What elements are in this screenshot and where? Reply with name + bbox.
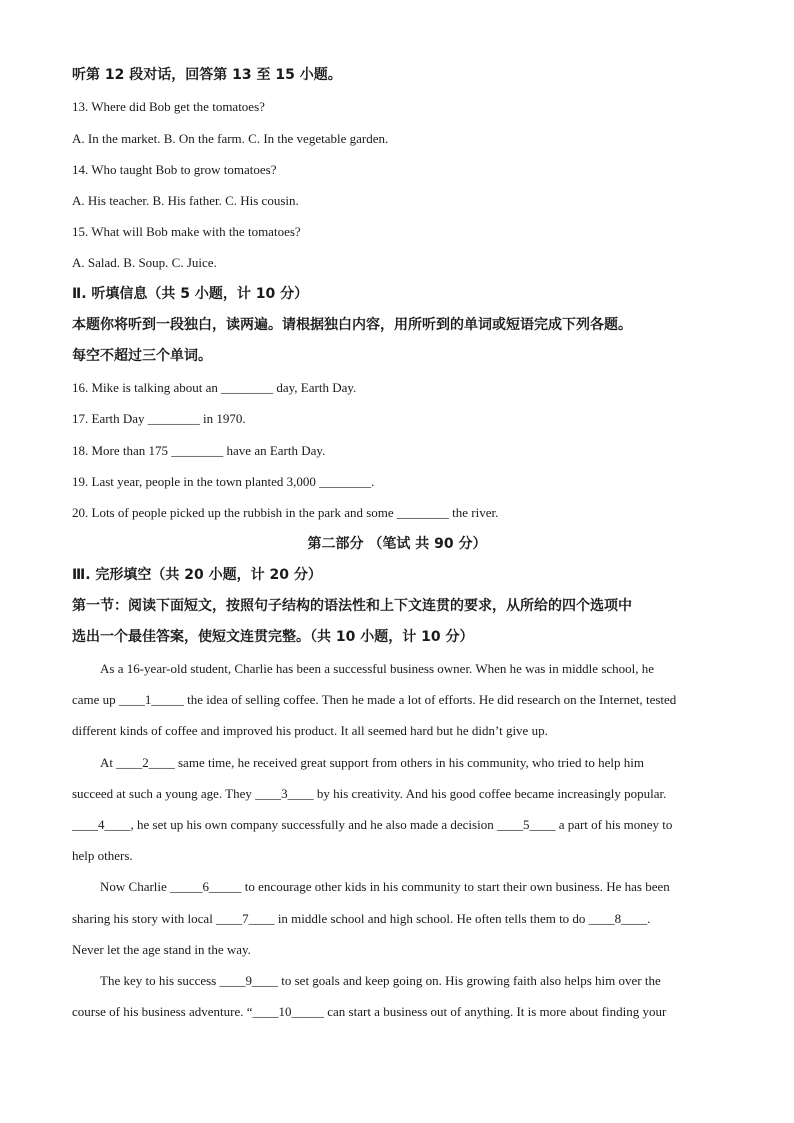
section-heading: 听第 12 段对话，回答第 13 至 15 小题。 [72,67,342,83]
item-18: 18. More than 175 ________ have an Earth Day. [72,443,326,458]
passage-line: sharing his story with local ____7____ in middle school and high school. He often tells them to do ____8____. [72,911,651,926]
passage-line: As a 16-year-old student, Charlie has been a successful business owner. When he was in middle school, he [100,661,655,676]
passage-line: course of his business adventure. “____10_____ can start a business out of anything. It is more about finding your [72,1004,667,1019]
passage-line: ____4____, he set up his own company successfully and he also made a decision ____5____ a part of his money to [72,817,673,832]
item-17: 17. Earth Day ________ in 1970. [72,411,246,426]
section-ii-instructions: 本题你将听到一段独白，读两遍。请根据独白内容，用所听到的单词或短语完成下列各题。 [72,317,632,333]
question-13-options: A. In the market. B. On the farm. C. In the vegetable garden. [72,131,389,146]
question-15-options: A. Salad. B. Soup. C. Juice. [72,255,217,270]
passage-line: At ____2____ same time, he received great support from others in his community, who tried to help him [100,755,644,770]
question-14-options: A. His teacher. B. His father. C. His cousin. [72,193,299,208]
section-iii-instructions-cont: 选出一个最佳答案，使短文连贯完整。（共 10 小题，计 10 分） [72,629,474,645]
part-two-title: 第二部分 （笔试 共 90 分） [307,536,487,552]
section-ii-heading: Ⅱ. 听填信息（共 5 小题，计 10 分） [72,286,309,302]
passage-line: help others. [72,848,133,863]
passage-line: different kinds of coffee and improved his product. It all seemed hard but he didn’t give up. [72,723,548,738]
item-16: 16. Mike is talking about an ________ day, Earth Day. [72,380,357,395]
passage-line: Never let the age stand in the way. [72,942,251,957]
passage-line: came up ____1_____ the idea of selling coffee. Then he made a lot of efforts. He did research on the Internet, tested [72,692,677,707]
question-15: 15. What will Bob make with the tomatoes? [72,224,301,239]
question-13: 13. Where did Bob get the tomatoes? [72,99,265,114]
passage-line: The key to his success ____9____ to set goals and keep going on. His growing faith also helps him over the [100,973,661,988]
passage-line: Now Charlie _____6_____ to encourage other kids in his community to start their own business. He has been [100,879,670,894]
question-14: 14. Who taught Bob to grow tomatoes? [72,162,277,177]
section-iii-instructions: 第一节：阅读下面短文，按照句子结构的语法性和上下文连贯的要求，从所给的四个选项中 [72,598,632,614]
section-iii-heading: Ⅲ. 完形填空（共 20 小题，计 20 分） [72,567,322,583]
item-19: 19. Last year, people in the town planted 3,000 ________. [72,474,375,489]
passage-line: succeed at such a young age. They ____3____ by his creativity. And his good coffee became increasingly popular. [72,786,667,801]
section-ii-instructions-cont: 每空不超过三个单词。 [72,348,212,364]
item-20: 20. Lots of people picked up the rubbish in the park and some ________ the river. [72,505,499,520]
